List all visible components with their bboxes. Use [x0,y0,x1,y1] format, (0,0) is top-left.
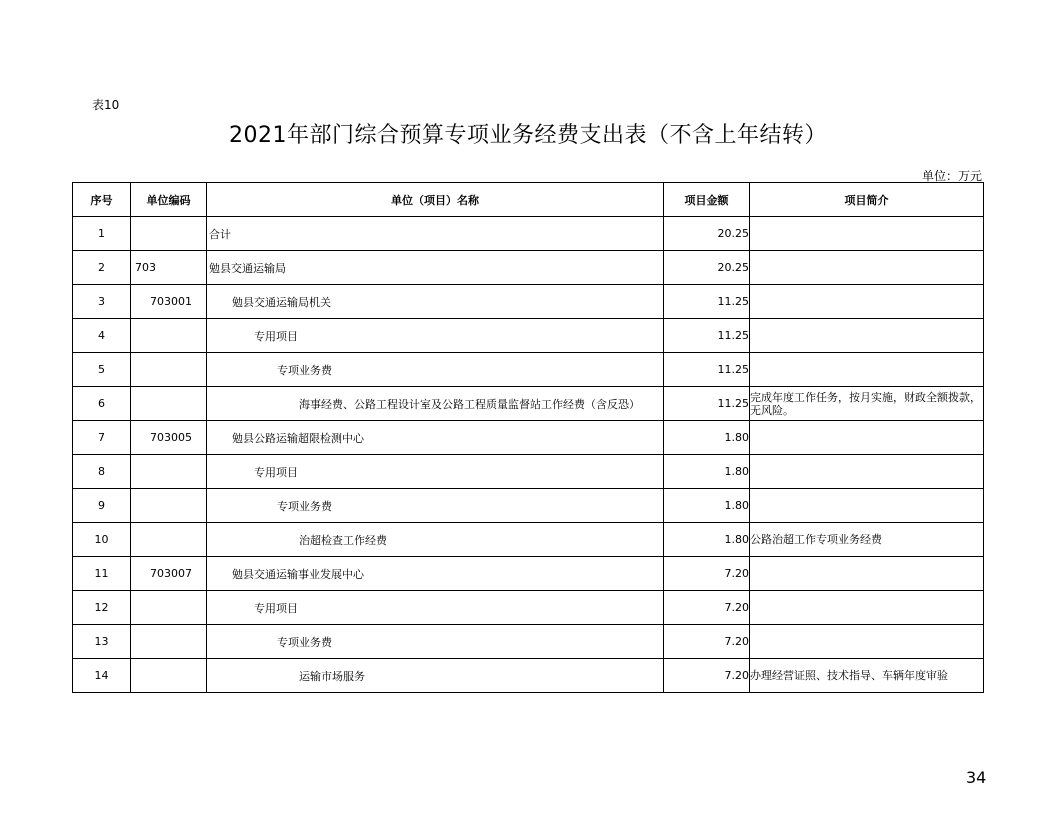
header-index: 序号 [73,183,131,217]
row-index: 3 [73,285,131,319]
table-row [73,489,984,523]
row-amount: 1.80 [664,523,750,557]
row-code [131,387,207,421]
row-intro [750,421,984,455]
table-row [73,455,984,489]
row-index: 10 [73,523,131,557]
row-amount: 11.25 [664,319,750,353]
row-name: 勉县公路运输超限检测中心 [207,421,664,455]
table-row [73,557,984,591]
table-row [73,659,984,693]
row-index: 11 [73,557,131,591]
row-code [131,455,207,489]
row-code: 703005 [131,421,207,455]
table-row [73,591,984,625]
row-name: 勉县交通运输事业发展中心 [207,557,664,591]
row-code [131,217,207,251]
row-amount: 1.80 [664,421,750,455]
table-row [73,421,984,455]
row-code [131,353,207,387]
row-code [131,591,207,625]
row-amount: 7.20 [664,557,750,591]
header-intro: 项目简介 [750,183,984,217]
row-index: 13 [73,625,131,659]
header-amount: 项目金额 [664,183,750,217]
row-intro [750,489,984,523]
row-intro [750,251,984,285]
table-row [73,353,984,387]
row-name: 海事经费、公路工程设计室及公路工程质量监督站工作经费（含反恐） [207,387,664,421]
row-index: 4 [73,319,131,353]
row-intro: 办理经营证照、技术指导、车辆年度审验 [750,659,984,693]
row-code [131,489,207,523]
row-name: 专项业务费 [207,353,664,387]
row-index: 1 [73,217,131,251]
table-row [73,625,984,659]
header-code: 单位编码 [131,183,207,217]
page-number: 34 [966,768,987,787]
row-code [131,625,207,659]
row-intro [750,625,984,659]
row-index: 6 [73,387,131,421]
row-intro [750,353,984,387]
row-intro [750,217,984,251]
row-index: 5 [73,353,131,387]
row-amount: 1.80 [664,489,750,523]
row-name: 治超检查工作经费 [207,523,664,557]
table-row [73,251,984,285]
table-row [73,319,984,353]
table-header-row [73,183,984,217]
row-code: 703 [131,251,207,285]
row-index: 8 [73,455,131,489]
row-name: 勉县交通运输局 [207,251,664,285]
row-name: 专项业务费 [207,625,664,659]
row-index: 14 [73,659,131,693]
row-amount: 1.80 [664,455,750,489]
row-amount: 11.25 [664,387,750,421]
header-name: 单位（项目）名称 [207,183,664,217]
table-row [73,523,984,557]
row-amount: 7.20 [664,591,750,625]
row-name: 专用项目 [207,319,664,353]
page-title: 2021年部门综合预算专项业务经费支出表（不含上年结转） [229,123,827,148]
row-name: 勉县交通运输局机关 [207,285,664,319]
table-row [73,217,984,251]
row-intro: 公路治超工作专项业务经费 [750,523,984,557]
row-name: 运输市场服务 [207,659,664,693]
row-name: 专用项目 [207,591,664,625]
row-intro [750,557,984,591]
row-intro [750,319,984,353]
row-amount: 7.20 [664,659,750,693]
unit-label: 单位：万元 [921,169,982,183]
row-amount: 11.25 [664,285,750,319]
table-row [73,285,984,319]
row-name: 专用项目 [207,455,664,489]
row-index: 7 [73,421,131,455]
row-code: 703007 [131,557,207,591]
row-code: 703001 [131,285,207,319]
row-index: 12 [73,591,131,625]
row-intro: 完成年度工作任务，按月实施，财政全额拨款，无风险。 [750,387,984,421]
budget-table [72,182,984,693]
row-index: 2 [73,251,131,285]
row-amount: 20.25 [664,217,750,251]
row-intro [750,591,984,625]
row-name: 专项业务费 [207,489,664,523]
row-intro [750,285,984,319]
row-amount: 20.25 [664,251,750,285]
row-code [131,659,207,693]
row-amount: 11.25 [664,353,750,387]
row-code [131,319,207,353]
table-label: 表10 [92,98,120,112]
row-name: 合计 [207,217,664,251]
row-code [131,523,207,557]
row-intro [750,455,984,489]
row-index: 9 [73,489,131,523]
table-row [73,387,984,421]
row-amount: 7.20 [664,625,750,659]
